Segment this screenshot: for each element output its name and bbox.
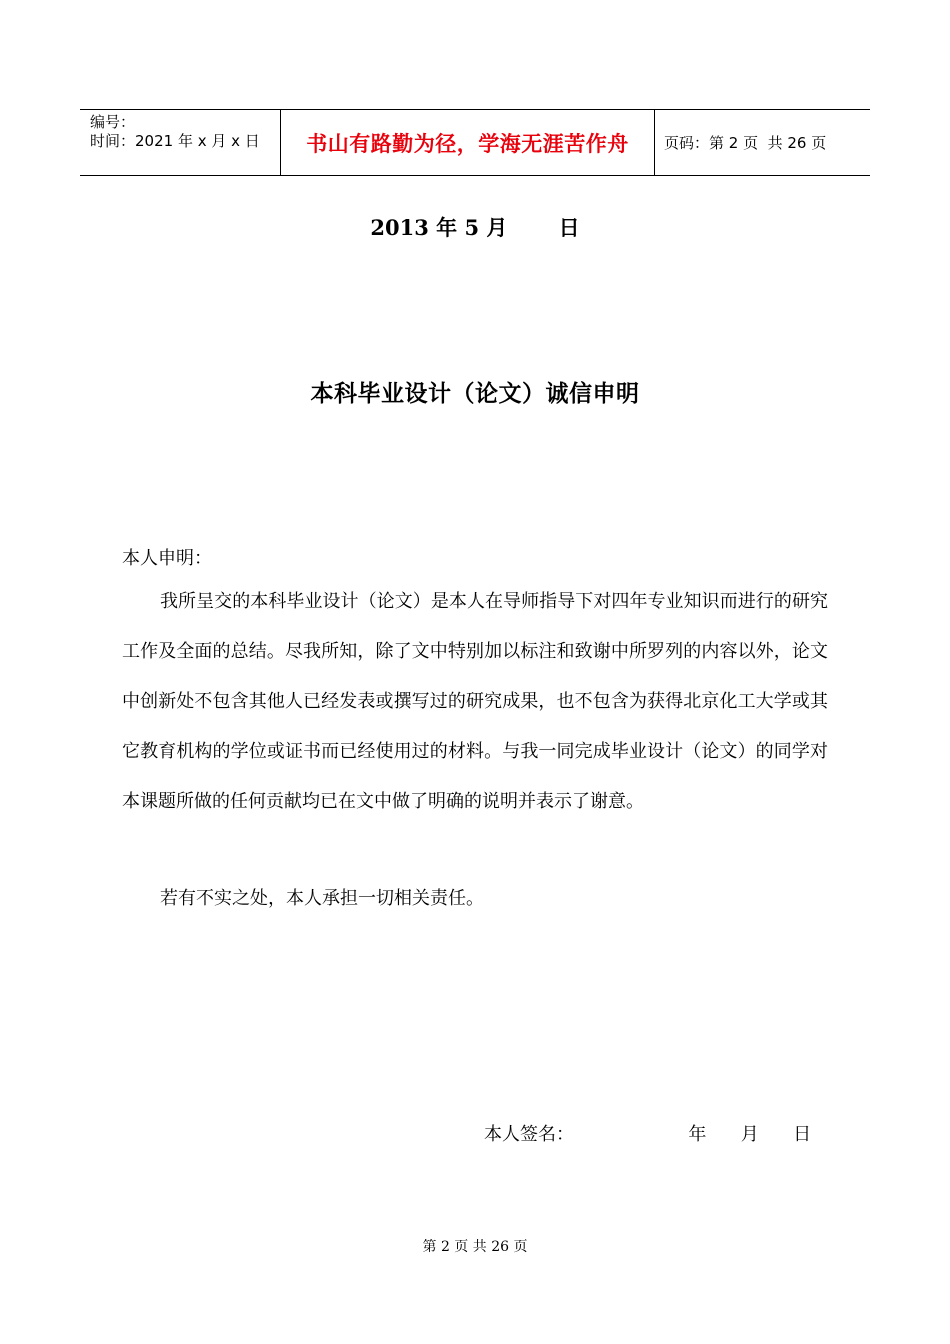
date-line: 2013 年 5 月 日 <box>370 215 580 240</box>
document-time-label: 时间：2021 年 x 月 x 日 <box>90 132 260 150</box>
declaration-label: 本人申明： <box>122 548 212 569</box>
header-page-info: 页码：第 2 页 共 26 页 <box>664 134 827 152</box>
header-page-cell <box>655 110 870 175</box>
header-left-cell <box>80 110 281 175</box>
declaration-paragraph: 我所呈交的本科毕业设计（论文）是本人在导师指导下对四年专业知识而进行的研究工作及全面的总结。尽我所知，除了文中特别加以标注和致谢中所罗列的内容以外，论文中创新处不包含其他人已经发表或撰写过的研究成果，也不包含为获得北京化工大学或其它教育机构的学位或证书而已经使用过的材料。与我一同完成毕业设计（论文）的同学对本课题所做的任何贡献均已在文中做了明确的说明并表示了谢意。 <box>122 591 828 812</box>
header-motto: 书山有路勤为径，学海无涯苦作舟 <box>306 131 629 156</box>
responsibility-paragraph: 若有不实之处，本人承担一切相关责任。 <box>160 888 484 909</box>
header-motto-cell <box>281 110 655 175</box>
signature-line: 本人签名： 年 月 日 <box>484 1124 812 1145</box>
document-title: 本科毕业设计（论文）诚信申明 <box>310 381 640 407</box>
header-table <box>80 109 870 176</box>
footer-page-number: 第 2 页 共 26 页 <box>422 1239 528 1255</box>
document-number-label: 编号： <box>90 113 136 131</box>
